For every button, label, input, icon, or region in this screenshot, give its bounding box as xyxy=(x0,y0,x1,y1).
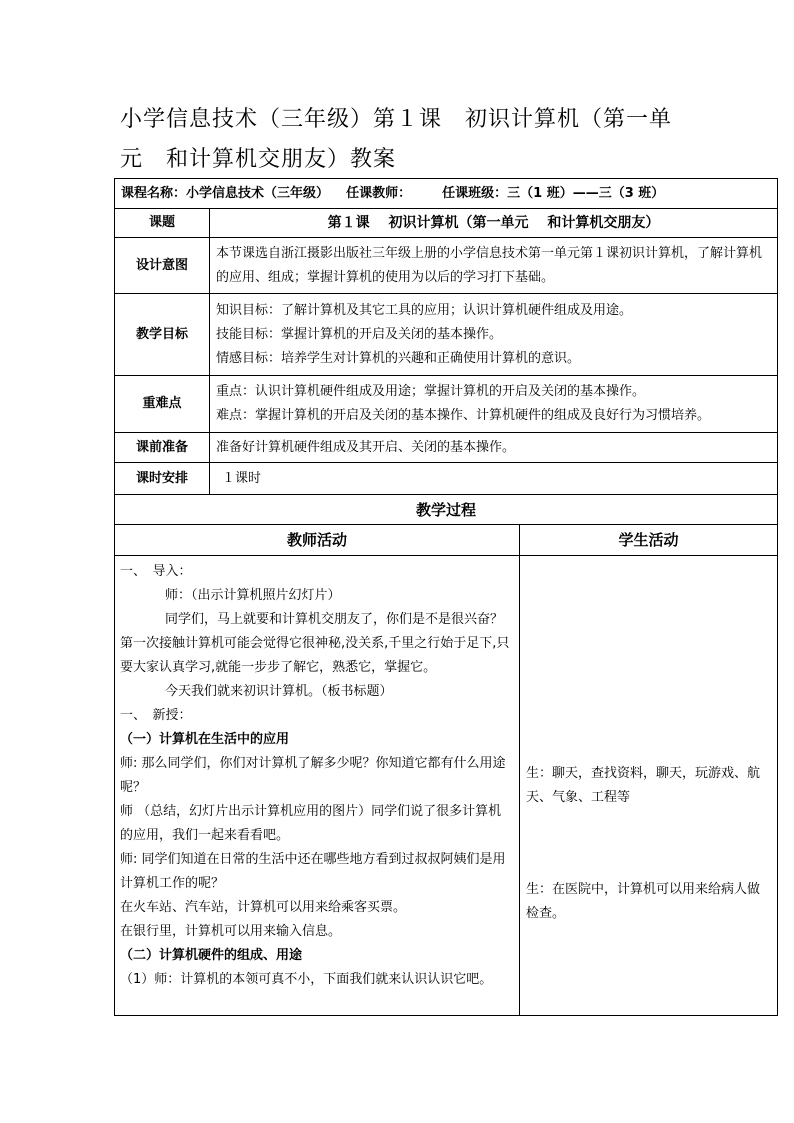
design-row xyxy=(115,238,778,294)
goals-label: 教学目标 xyxy=(115,294,210,376)
teacher-line: 今天我们就来初识计算机。（板书标题） xyxy=(165,684,393,699)
goal-skill: 技能目标：掌握计算机的开启及关闭的基本操作。 xyxy=(216,326,503,342)
teacher-line: 师 （总结，幻灯片出示计算机应用的图片）同学们说了很多计算机的应用，我们一起来看看吧。 xyxy=(120,804,502,843)
topic-label: 课题 xyxy=(115,209,210,238)
teacher-line: 同学们，马上就要和计算机交朋友了，你们是不是很兴奋？第一次接触计算机可能会觉得它很神秘,没关系,千里之行始于足下,只要大家认真学习,就能一步步了解它，熟悉它，掌握它。 xyxy=(120,612,510,675)
teacher-line: 师: 那么同学们，你们对计算机了解多少呢？你知道它都有什么用途呢？ xyxy=(120,756,506,795)
course-info-cell xyxy=(115,179,778,209)
hours-row xyxy=(115,463,778,495)
prep-label: 课前准备 xyxy=(115,433,210,463)
hours-label: 课时安排 xyxy=(115,463,210,495)
goals-cell xyxy=(210,294,778,376)
teacher-line: 师: 同学们知道在日常的生活中还在哪些地方看到过叔叔阿姨们是用计算机工作的呢？ xyxy=(120,852,506,891)
student-answer: 生：在医院中，计算机可以用来给病人做检查。 xyxy=(526,882,761,921)
goal-emotion: 情感目标：培养学生对计算机的兴趣和正确使用计算机的意识。 xyxy=(216,350,581,366)
prep-row xyxy=(115,433,778,463)
topic-row xyxy=(115,209,778,238)
student-activity-cell xyxy=(520,556,778,1016)
section-new-heading: 一、 新授： xyxy=(120,708,192,723)
goal-knowledge: 知识目标：了解计算机及其它工具的应用；认识计算机硬件组成及用途。 xyxy=(216,302,633,318)
teacher-line: 在银行里，计算机可以用来输入信息。 xyxy=(120,924,342,939)
teacher-activity-header: 教师活动 xyxy=(115,525,520,556)
design-label: 设计意图 xyxy=(115,238,210,294)
activity-content-row xyxy=(115,556,778,1016)
course-name: 课程名称：小学信息技术（三年级） xyxy=(121,185,330,201)
design-value: 本节课选自浙江摄影出版社三年级上册的小学信息技术第一单元第１课初识计算机，了解计算机的应用、组成；掌握计算机的使用为以后的学习打下基础。 xyxy=(210,238,778,294)
teacher-label: 任课教师： xyxy=(346,185,412,201)
lesson-plan-table xyxy=(114,178,778,1016)
teacher-activity-cell xyxy=(115,556,520,1016)
goals-row xyxy=(115,294,778,376)
key-points-row xyxy=(115,376,778,433)
difficult-point: 难点：掌握计算机的开启及关闭的基本操作、计算机硬件的组成及良好行为习惯培养。 xyxy=(216,408,711,423)
teacher-line: 在火车站、汽车站，计算机可以用来给乘客买票。 xyxy=(120,900,407,915)
topic-value: 第１课 初识计算机（第一单元 和计算机交朋友） xyxy=(210,209,778,238)
document-title: 小学信息技术（三年级）第１课 初识计算机（第一单元 和计算机交朋友）教案 xyxy=(120,107,673,172)
activity-header-row xyxy=(115,525,778,556)
process-header-row xyxy=(115,495,778,525)
prep-value: 准备好计算机硬件组成及其开启、关闭的基本操作。 xyxy=(210,433,778,463)
subsection-heading: （一）计算机在生活中的应用 xyxy=(120,732,290,747)
section-intro-heading: 一、 导入： xyxy=(120,564,192,579)
hours-value: １课时 xyxy=(210,463,778,495)
subsection-heading: （二）计算机硬件的组成、用途 xyxy=(120,948,303,963)
teacher-line: 师：（出示计算机照片幻灯片） xyxy=(165,588,341,603)
teacher-line: （1）师：计算机的本领可真不小，下面我们就来认识认识它吧。 xyxy=(120,972,493,987)
student-activity-header: 学生活动 xyxy=(520,525,778,556)
process-header: 教学过程 xyxy=(115,495,778,525)
key-point: 重点：认识计算机硬件组成及用途；掌握计算机的开启及关闭的基本操作。 xyxy=(216,384,646,399)
student-answer: 生：聊天，查找资料，聊天，玩游戏、航天、气象、工程等 xyxy=(526,766,761,805)
key-points-cell xyxy=(210,376,778,433)
course-info-row xyxy=(115,179,778,209)
class-info: 任课班级：三（1 班）——三（3 班） xyxy=(442,185,665,201)
key-points-label: 重难点 xyxy=(115,376,210,433)
